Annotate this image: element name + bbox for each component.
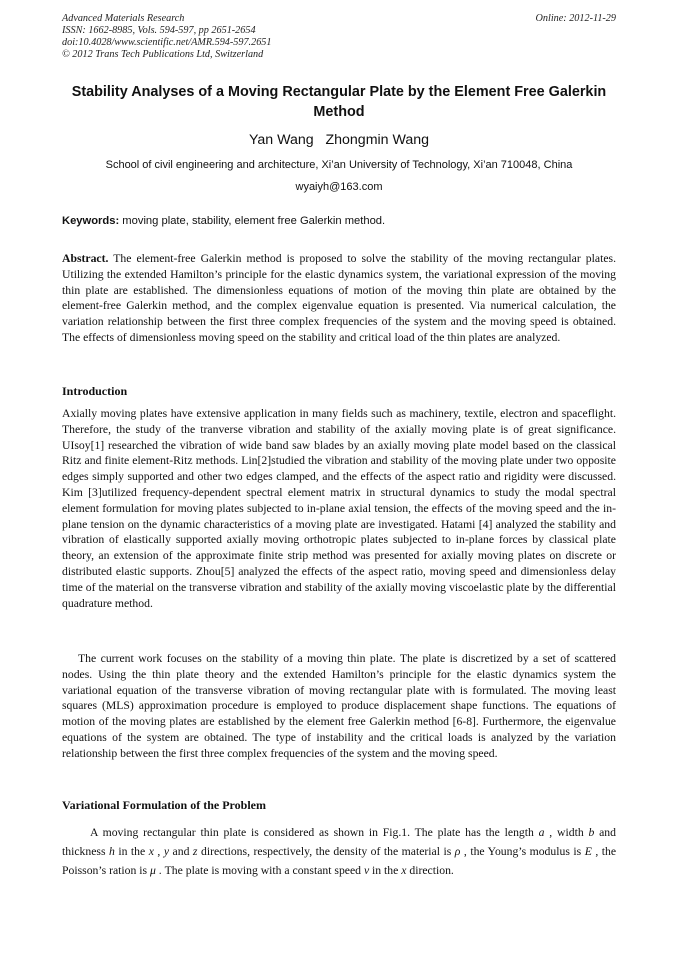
symbol-v: v bbox=[363, 864, 370, 877]
issn-line: ISSN: 1662-8985, Vols. 594-597, pp 2651-2654 bbox=[62, 25, 256, 36]
abstract-label: Abstract. bbox=[62, 252, 109, 265]
abstract-text: The element-free Galerkin method is proposed to solve the stability of the moving rectangular plates. Utilizing the extended Hamilton’s principle for the elastic dynamics system, the variational expression of the moving thin plate are established. The dimensionless equations of motion of the moving thin plate are obtained by the element-free Galerkin method, and the complex eigenvalue equation is presented. Via numerical calculation, the variation relationship between the first three complex frequencies of the system and the moving speed is obtained. The effects of dimensionless moving speed on the stability and critical load of the thin plates are analyzed. bbox=[62, 252, 616, 344]
symbol-mu: μ bbox=[150, 864, 156, 877]
copyright-line: © 2012 Trans Tech Publications Ltd, Switzerland bbox=[62, 49, 264, 60]
doi-line: doi:10.4028/www.scientific.net/AMR.594-597.2651 bbox=[62, 37, 272, 48]
text-segment: , bbox=[153, 845, 164, 858]
text-segment: and thickness bbox=[62, 826, 616, 858]
author-email: wyaiyh@163.com bbox=[295, 181, 383, 193]
text-segment: direction. bbox=[406, 864, 454, 877]
symbol-y: y bbox=[163, 845, 170, 858]
introduction-paragraph-1: Axially moving plates have extensive application in many fields such as machinery, textile, electron and spaceflight. Therefore, the study of the tranverse vibration and stability of the axially moving plate is of great significance. UIsoy[1] researched the vibration of wide band saw blades by an axially moving plate model based on the classical Ritz and finite element-Ritz methods. Lin[2]studied the vibration and stability of the moving plate under two opposite edges simply supported and other two edges clamped, and the effects of the aspect ratio and rigidity were discussed. Kim [3]utilized frequency-dependent spectral element matrix in structural dynamics to study the modal spectral element formulation for moving plates subjected to in-plane axial tension, the effects of the moving speed and the in-plane tension on the dynamic characteristics of a moving plate are investigated. Hatami [4] analyzed the stability and vibration of elastically supported axially moving orthotropic plates subjected to in-plane forces by classical plate theory, an extension of the approximate finite strip method was presented for axially moving plates on discrete or distributed elastic supports. Zhou[5] analyzed the effects of the aspect ratio, moving speed and dimensionless delay time of the material on the transverse vibration and stability of the axially moving viscoelastic plate by the differential quadrature method. bbox=[62, 407, 616, 610]
authors: Yan Wang Zhongmin Wang bbox=[248, 132, 430, 148]
text-segment: A moving rectangular thin plate is considered as shown in Fig.1. The plate has the length bbox=[90, 826, 539, 839]
introduction-paragraph-2: The current work focuses on the stability of a moving thin plate. The plate is discretized by a set of scattered nodes. Using the thin plate theory and the extended Hamilton’s principle for the elastic dynamics system the variational equation of the transverse vibration of moving rectangular plate with is formulated. The moving least squares (MLS) approximation procedure is employed to produce displacement shape functions. The equations of motion of the moving plates are established by the element free Galerkin method [6-8]. Furthermore, the eigenvalue equations of the system are obtained. The type of instability and the critical loads is analyzed by the variation relationship between the first three complex frequencies of the system and the moving speed. bbox=[62, 652, 616, 760]
text-segment: and bbox=[169, 845, 193, 858]
online-date: Online: 2012-11-29 bbox=[535, 13, 616, 24]
symbol-b: b bbox=[588, 826, 595, 839]
journal-header bbox=[62, 13, 616, 61]
symbol-x: x bbox=[401, 864, 407, 877]
paper-title: Stability Analyses of a Moving Rectangular Plate by the Element Free Galerkin Method bbox=[71, 84, 607, 120]
symbol-a: a bbox=[538, 826, 545, 839]
text-segment: . The plate is moving with a constant speed bbox=[155, 864, 364, 877]
text-segment: , the Poisson’s ration is bbox=[62, 845, 617, 877]
symbol-E: E bbox=[584, 845, 592, 858]
keywords-label: Keywords: bbox=[62, 215, 120, 227]
abstract bbox=[62, 251, 616, 346]
variational-paragraph bbox=[62, 823, 616, 880]
symbol-z: z bbox=[192, 845, 198, 858]
text-segment: in the bbox=[114, 845, 149, 858]
symbol-h: h bbox=[109, 845, 115, 858]
keywords-text: moving plate, stability, element free Galerkin method. bbox=[119, 215, 386, 227]
text-segment: , width bbox=[544, 826, 589, 839]
text-segment: directions, respectively, the density of the material is bbox=[197, 845, 455, 858]
text-segment: , the Young’s modulus is bbox=[460, 845, 585, 858]
variational-heading: Variational Formulation of the Problem bbox=[62, 798, 266, 812]
text-segment: in the bbox=[369, 864, 402, 877]
journal-name: Advanced Materials Research bbox=[62, 13, 185, 24]
symbol-rho: ρ bbox=[454, 845, 461, 858]
affiliation: School of civil engineering and architecture, Xi’an University of Technology, Xi’an 710048, China bbox=[105, 159, 573, 171]
symbol-x: x bbox=[148, 845, 154, 858]
keywords bbox=[62, 214, 616, 228]
introduction-heading: Introduction bbox=[62, 384, 128, 398]
